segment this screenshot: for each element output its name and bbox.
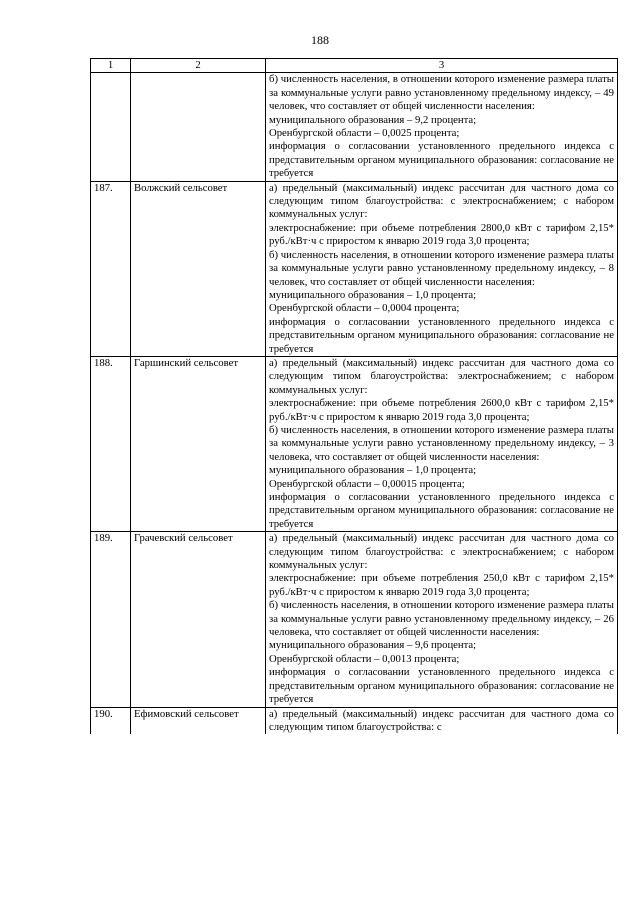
municipality-name: Грачевский сельсовет [131, 532, 266, 707]
paragraph: а) предельный (максимальный) индекс рассчитан для частного дома со следующим типом благоустройства: с электроснабжением; с набором коммунальных услуг: [269, 181, 614, 221]
row-number [91, 73, 131, 181]
header-cell-text: 3 [266, 59, 618, 73]
paragraph: а) предельный (максимальный) индекс рассчитан для частного дома со следующим типом благоустройства: с [269, 707, 614, 733]
paragraph: Оренбургской области – 0,00015 процента; [269, 477, 465, 490]
header-row [91, 59, 618, 73]
paragraph: б) численность населения, в отношении которого изменение размера платы за коммунальные услуги равно установленному предельному индексу, – 8 человек, что составляет от общей численности населения: [269, 248, 614, 288]
municipality-name: Ефимовский сельсовет [131, 707, 266, 734]
paragraph: информация о согласовании установленного предельного индекса с представительным органом муниципального образования: согласование не требуется [269, 666, 614, 706]
paragraph: электроснабжение: при объеме потребления 250,0 кВт с тарифом 2,15* руб./кВт·ч с приростом к январю 2019 года 3,0 процента; [269, 572, 614, 598]
paragraph: б) численность населения, в отношении которого изменение размера платы за коммунальные услуги равно установленному предельному индексу, – 49 человек, что составляет от общей численности населения: [269, 73, 614, 113]
table-row [91, 707, 618, 734]
paragraph: муниципального образования – 9,2 процента; [269, 113, 477, 126]
row-description [266, 532, 618, 707]
page-number: 188 [311, 33, 329, 47]
paragraph: информация о согласовании установленного предельного индекса с представительным органом муниципального образования: согласование не требуется [269, 315, 614, 355]
paragraph: а) предельный (максимальный) индекс рассчитан для частного дома со следующим типом благоустройства: с электроснабжением; с набором коммунальных услуг: [269, 532, 614, 572]
paragraph: б) численность населения, в отношении которого изменение размера платы за коммунальные услуги равно установленному предельному индексу, – 3 человека, что составляет от общей численности населения: [269, 423, 614, 463]
header-cell-num: 1 [91, 59, 131, 73]
paragraph: электроснабжение: при объеме потребления 2800,0 кВт с тарифом 2,15* руб./кВт·ч с приростом к январю 2019 года 3,0 процента; [269, 221, 614, 248]
table-row [91, 356, 618, 531]
paragraph: б) численность населения, в отношении которого изменение размера платы за коммунальные услуги равно установленному предельному индексу, – 26 человека, что составляет от общей численности населения: [269, 599, 614, 639]
indices-table [90, 58, 618, 734]
row-number: 187. [91, 181, 131, 356]
municipality-name [131, 73, 266, 181]
paragraph: муниципального образования – 9,6 процента; [269, 639, 477, 652]
paragraph: Оренбургской области – 0,0025 процента; [269, 127, 460, 140]
table-row [91, 532, 618, 707]
table-row [91, 73, 618, 181]
row-number: 190. [91, 707, 131, 734]
paragraph: информация о согласовании установленного предельного индекса с представительным органом муниципального образования: согласование не требуется [269, 491, 614, 530]
row-description [266, 181, 618, 356]
row-number: 188. [91, 356, 131, 531]
row-description [266, 356, 618, 531]
paragraph: муниципального образования – 1,0 процента; [269, 464, 477, 477]
paragraph: муниципального образования – 1,0 процента; [269, 288, 477, 301]
municipality-name: Волжский сельсовет [131, 181, 266, 356]
municipality-name: Гаршинский сельсовет [131, 356, 266, 531]
paragraph: Оренбургской области – 0,0013 процента; [269, 652, 460, 665]
paragraph: информация о согласовании установленного предельного индекса с представительным органом муниципального образования: согласование не требуется [269, 140, 614, 180]
row-description [266, 73, 618, 181]
header-cell-name: 2 [131, 59, 266, 73]
row-number: 189. [91, 532, 131, 707]
paragraph: электроснабжение: при объеме потребления 2600,0 кВт с тарифом 2,15* руб./кВт·ч с приростом к январю 2019 года 3,0 процента; [269, 397, 614, 423]
paragraph: а) предельный (максимальный) индекс рассчитан для частного дома со следующим типом благоустройства: электроснабжением; с набором коммунальных услуг: [269, 356, 614, 396]
table-row [91, 181, 618, 356]
row-description [266, 707, 618, 734]
paragraph: Оренбургской области – 0,0004 процента; [269, 302, 460, 315]
